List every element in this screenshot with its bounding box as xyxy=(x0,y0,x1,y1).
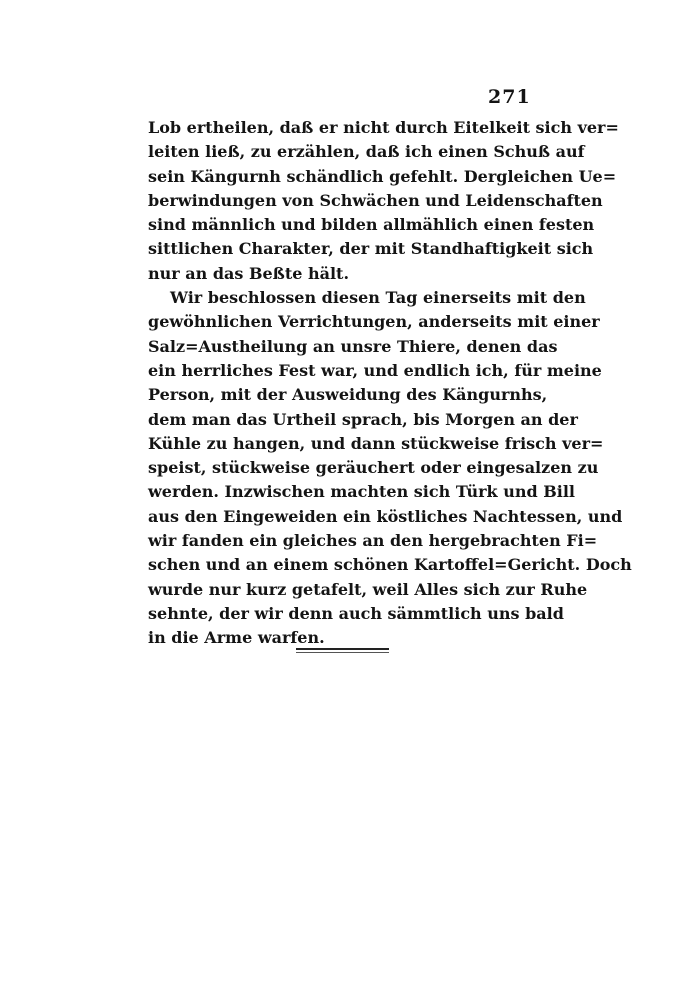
text-line: wurde nur kurz getafelt, weil Alles sich zur Ruhe xyxy=(148,579,588,599)
text-line: sein Kängurnh schändlich gefehlt. Dergleichen Ue= xyxy=(148,166,617,186)
text-line: speist, stückweise geräuchert oder eingesalzen zu xyxy=(148,458,599,478)
text-line: Lob ertheilen, daß er nicht durch Eitelkeit sich ver= xyxy=(148,118,619,137)
text-line: sittlichen Charakter, der mit Standhaftigkeit sich xyxy=(148,239,594,259)
text-line: schen und an einem schönen Kartoffel=Gericht. Doch xyxy=(148,555,632,575)
page-number: 271 xyxy=(488,86,531,108)
text-line: sehnte, der wir denn auch sämmtlich uns bald xyxy=(148,603,564,623)
text-line: leiten ließ, zu erzählen, daß ich einen Schuß auf xyxy=(148,142,585,162)
text-line: Wir beschlossen diesen Tag einerseits mit den xyxy=(170,288,586,308)
paragraph xyxy=(148,116,619,286)
text-line: nur an das Beßte hält. xyxy=(148,263,350,283)
text-line: gewöhnlichen Verrichtungen, anderseits mit einer xyxy=(148,312,600,332)
end-rule xyxy=(296,648,389,650)
text-line: wir fanden ein gleiches an den hergebrachten Fi= xyxy=(148,531,598,551)
text-line: Person, mit der Ausweidung des Kängurnhs, xyxy=(148,385,548,405)
text-line: Kühle zu hangen, und dann stückweise frisch ver= xyxy=(148,433,604,453)
text-line: aus den Eingeweiden ein köstliches Nachtessen, und xyxy=(148,506,623,526)
paragraph xyxy=(148,286,632,650)
text-line: dem man das Urtheil sprach, bis Morgen an der xyxy=(148,409,578,429)
text-line: sind männlich und bilden allmählich einen festen xyxy=(148,215,595,235)
text-line: berwindungen von Schwächen und Leidenschaften xyxy=(148,190,603,210)
text-block xyxy=(148,116,632,651)
text-line: werden. Inzwischen machten sich Türk und Bill xyxy=(148,482,575,502)
text-line: ein herrliches Fest war, und endlich ich, für meine xyxy=(148,360,602,380)
text-line: in die Arme warfen. xyxy=(148,628,325,648)
text-line: Salz=Austheilung an unsre Thiere, denen das xyxy=(148,336,558,356)
